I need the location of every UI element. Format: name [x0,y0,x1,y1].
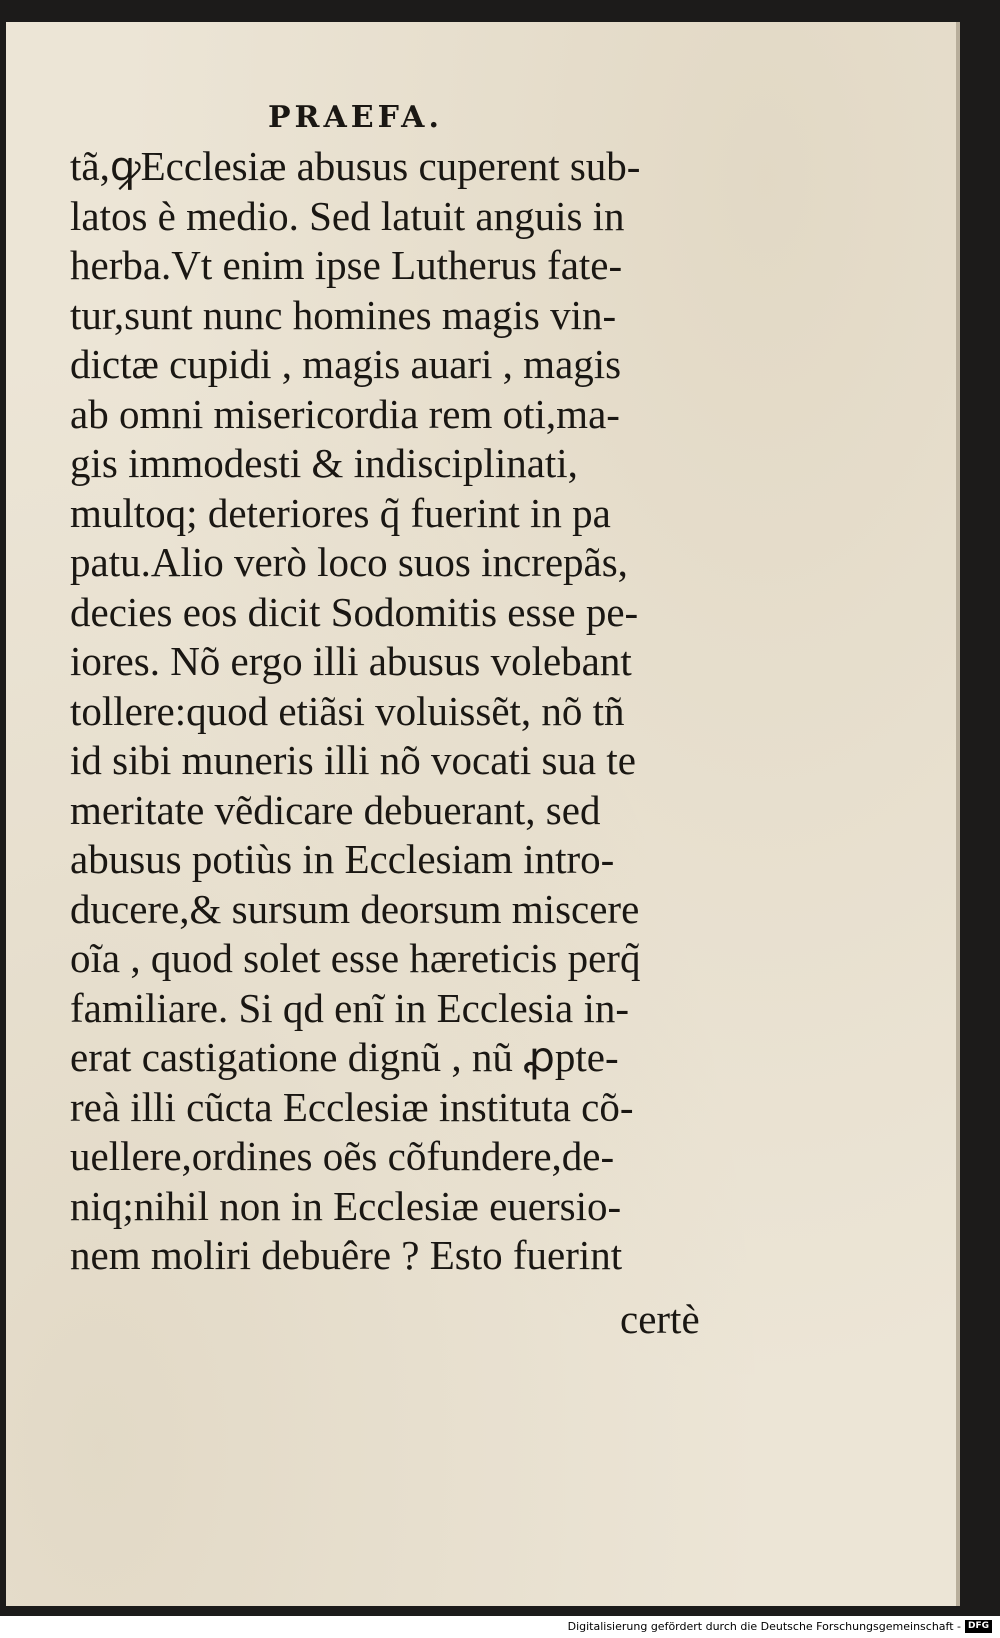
text-line: patu.Alio verò loco suos increpãs, [70,539,628,585]
body-text [70,142,710,1281]
text-line: nem moliri debuêre ? Esto fuerint [70,1232,623,1278]
text-line: meritate vẽdicare debuerant, sed [70,786,601,833]
dfg-logo: DFG [965,1620,992,1633]
text-line: decies eos dicit Sodomitis esse pe- [70,588,639,635]
catchword: certè [620,1296,700,1342]
text-line: erat castigatione dignũ , nũ ꝓpte- [70,1034,619,1080]
text-line: id sibi muneris illi nõ vocati sua te [70,737,636,783]
text-line: familiare. Si qd enĩ in Ecclesia in- [70,984,630,1031]
text-line: herba.Vt enim ipse Lutherus fate- [70,242,623,288]
text-line: oĩa , quod solet esse hæreticis perq̃ [70,935,641,981]
text-line: latos è medio. Sed latuit anguis in [70,192,625,239]
text-line: tur,sunt nunc homines magis vin- [70,291,617,338]
text-line: iores. Nõ ergo illi abusus volebant [70,638,632,684]
text-line: ducere,& sursum deorsum miscere [70,885,640,932]
text-line: abusus potiùs in Ecclesiam intro- [70,836,615,882]
text-line: uellere,ordines oẽs cõfundere,de- [70,1133,615,1179]
credit-text: Digitalisierung gefördert durch die Deutsche Forschungsgemeinschaft - [567,1620,961,1633]
text-line: tã,ꝙEcclesiæ abusus cuperent sub- [70,143,641,189]
text-line: ab omni misericordia rem oti,ma- [70,390,620,437]
text-line: tollere:quod etiãsi voluissẽt, nõ tñ [70,687,625,734]
text-line: dictæ cupidi , magis auari , magis [70,341,622,387]
text-line: multoq; deteriores q̃ fuerint in pa [70,489,611,536]
running-title: PRAEFA. [268,100,443,135]
digitization-credit [568,1620,992,1633]
text-line: gis immodesti & indisciplinati, [70,440,578,486]
text-line: niq;nihil non in Ecclesiæ euersio- [70,1182,622,1229]
text-line: reà illi cũcta Ecclesiæ instituta cõ- [70,1083,634,1130]
